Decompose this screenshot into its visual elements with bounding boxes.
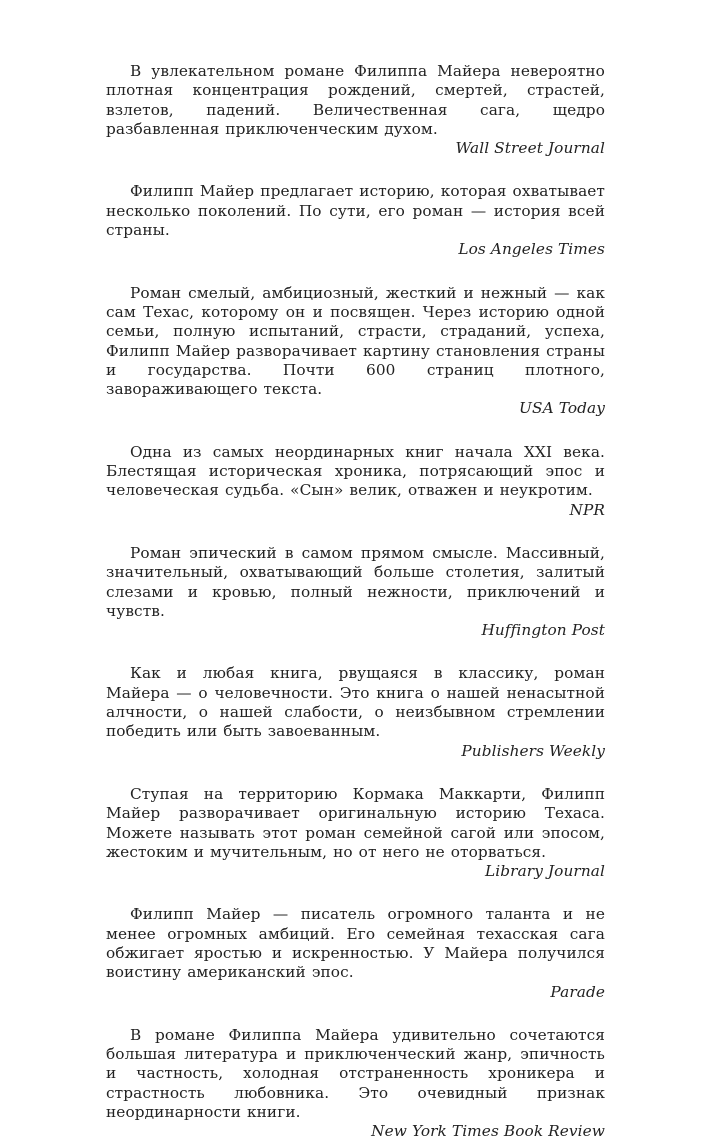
review-quote: В романе Филиппа Майера удивительно сочетаются большая литература и приключенческий жанр, эпичность и частность, холодная отстраненность хроникера и страстность любовника. Это очевидный признак неординарности книги. — [106, 1025, 605, 1122]
review-source: USA Today — [519, 399, 605, 418]
review-source: Library Journal — [485, 862, 605, 881]
review-quote: Роман эпический в самом прямом смысле. Массивный, значительный, охватывающий больше столетия, залитый слезами и кровью, полный нежности, приключений и чувств. — [106, 543, 605, 620]
review-quote: Как и любая книга, рвущаяся в классику, роман Майера — о человечности. Это книга о нашей ненасытной алчности, о нашей слабости, о неизбывном стремлении победить или быть завоеванным. — [106, 664, 605, 741]
review-quote: Роман смелый, амбициозный, жесткий и нежный — как сам Техас, которому он и посвящен. Через историю одной семьи, полную испытаний, страсти, страданий, успеха, Филипп Майер разворачивает картину становления страны и государства. Почти 600 страниц плотного, завораживающего текста. — [106, 283, 605, 399]
review-huffington-post — [106, 544, 605, 640]
review-npr — [106, 443, 605, 520]
review-quote: Филипп Майер — писатель огромного таланта и не менее огромных амбиций. Его семейная техасская сага обжигает яростью и искренностью. У Майера получился воистину американский эпос. — [106, 905, 605, 982]
review-source: New York Times Book Review — [371, 1122, 605, 1141]
review-quote: Одна из самых неординарных книг начала XXI века. Блестящая историческая хроника, потрясающий эпос и человеческая судьба. «Сын» велик, отважен и неукротим. — [106, 442, 605, 500]
review-source: Huffington Post — [481, 621, 605, 640]
review-new-york-times-book-review — [106, 1026, 605, 1142]
review-usa-today — [106, 284, 605, 419]
review-publishers-weekly — [106, 664, 605, 760]
review-source: NPR — [569, 500, 605, 519]
review-source: Wall Street Journal — [455, 139, 605, 158]
review-wall-street-journal — [106, 62, 605, 158]
review-quote: В увлекательном романе Филиппа Майера невероятно плотная концентрация рождений, смертей, страстей, взлетов, падений. Величественная сага, щедро разбавленная приключенческим духом. — [106, 62, 605, 138]
review-los-angeles-times — [106, 182, 605, 259]
review-source: Los Angeles Times — [458, 240, 605, 259]
review-source: Publishers Weekly — [461, 741, 605, 760]
review-parade — [106, 905, 605, 1001]
review-page — [106, 62, 605, 1142]
review-library-journal — [106, 785, 605, 881]
review-source: Parade — [550, 982, 605, 1001]
review-quote: Филипп Майер предлагает историю, которая охватывает несколько поколений. По сути, его роман — история всей страны. — [106, 182, 605, 240]
review-quote: Ступая на территорию Кормака Маккарти, Филипп Майер разворачивает оригинальную историю Техаса. Можете называть этот роман семейной сагой или эпосом, жестоким и мучительным, но от него не оторваться. — [106, 784, 605, 861]
